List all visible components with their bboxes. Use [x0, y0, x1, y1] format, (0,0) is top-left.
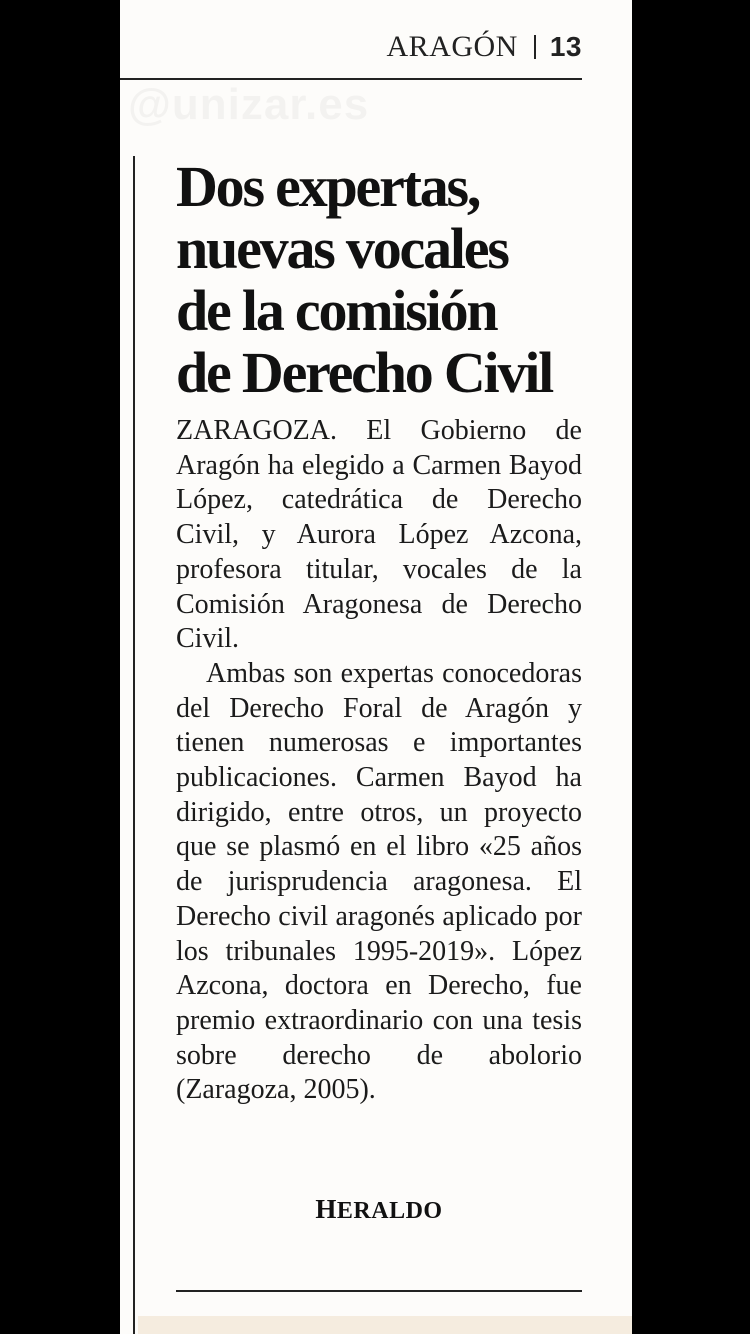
bottom-band: [138, 1316, 632, 1334]
article-headline: [176, 156, 596, 404]
bottom-rule: [176, 1290, 582, 1292]
page-header: [120, 22, 582, 72]
article-paragraph: ZARAGOZA. El Gobierno de Aragón ha elegido a Carmen Bayod López, catedrática de Derecho Civil, y Aurora López Azcona, profesora titular, vocales de la Comisión Aragonesa de Derecho Civil.: [176, 415, 582, 655]
article-signature: HERALDO: [315, 1194, 443, 1224]
section-name: ARAGÓN: [386, 30, 518, 63]
article-paragraph: Ambas son expertas conocedoras del Derecho Foral de Aragón y tienen numerosas e importantes publicaciones. Carmen Bayod ha dirigido, entre otros, un proyecto que se plasmó en el libro «25 años de jurisprudencia aragonesa. El Derecho civil aragonés aplicado por los tribunales 1995-2019». López Azcona, doctora en Derecho, fue premio extraordinario con una tesis sobre derecho de abolorio (Zaragoza, 2005).: [176, 657, 582, 1106]
column-rule: [133, 156, 135, 1334]
article-body: [176, 414, 582, 1108]
watermark: [128, 80, 369, 130]
headline-line: nuevas vocales: [176, 216, 508, 281]
headline-line: de la comisión: [176, 278, 497, 343]
page-number: 13: [549, 31, 582, 62]
header-separator: [534, 35, 536, 59]
headline-line: de Derecho Civil: [176, 340, 553, 405]
headline-line: Dos expertas,: [176, 154, 480, 219]
newspaper-page: [120, 0, 632, 1334]
